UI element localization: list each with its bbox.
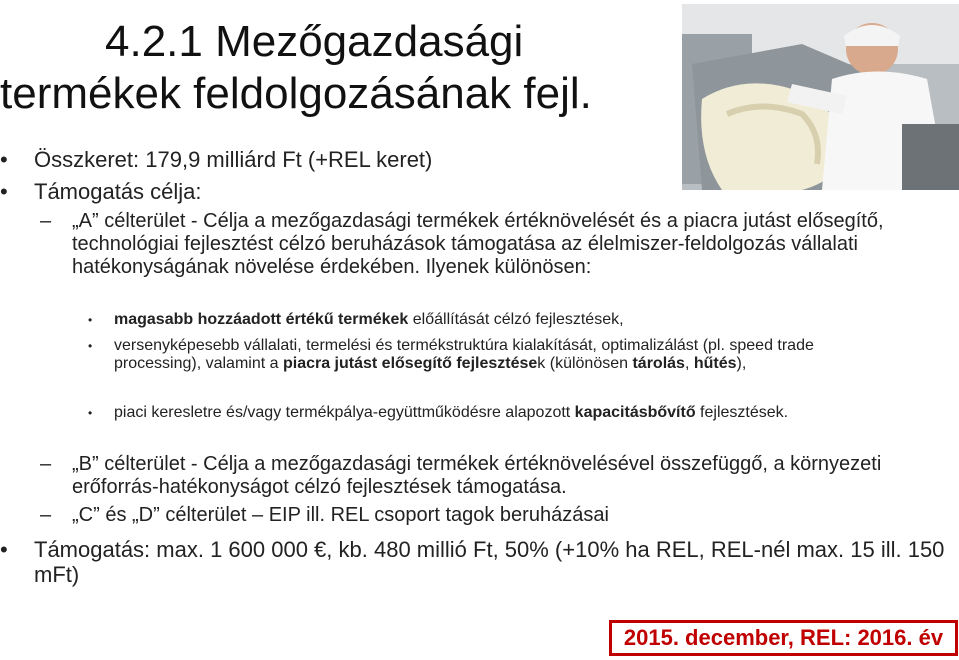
dash-b-celterulet: – „B” célterület - Célja a mezőgazdasági termékek értéknövelésével összefüggő, a környezeti erőforrás-hatékonyságot célzó fejlesztések támogatása. <box>40 453 882 498</box>
dash-a-celterulet: – „A” célterület - Célja a mezőgazdasági termékek értéknövelését és a piacra jutást elősegítő, technológiai fejlesztést célzó beruházások támogatása az élelmiszer-feldolgozás vállalati hatékonyságának növelése érdekében. Ilyenek különösen: <box>40 210 884 278</box>
bullet-tamogatas-max: • Támogatás: max. 1 600 000 €, kb. 480 millió Ft, 50% (+10% ha REL, REL-nél max. 15 ill. 150 mFt) <box>0 537 945 587</box>
title-line-2: termékek feldolgozásának fejl. <box>0 69 592 118</box>
deadline-stamp: 2015. december, REL: 2016. év <box>609 620 958 656</box>
sub-bullet-2: • versenyképesebb vállalati, termelési és termékstruktúra kialakítását, optimalizálást (pl. speed trade processing), valamint a piacra jutást elősegítő fejlesztések (különösen tárolás, hűtés), <box>88 337 814 372</box>
title-line-1: 4.2.1 Mezőgazdasági <box>105 17 524 66</box>
sub-bullet-3: • piaci keresletre és/vagy termékpálya-együttműködésre alapozott kapacitásbővítő fejlesztések. <box>88 404 789 421</box>
dash-cd-celterulet: – „C” és „D” célterület – EIP ill. REL csoport tagok beruházásai <box>40 504 609 526</box>
sub-bullet-1: • magasabb hozzáadott értékű termékek előállítását célzó fejlesztések, <box>88 311 624 328</box>
slide-body: • Összkeret: 179,9 milliárd Ft (+REL keret) • Támogatás célja: – „A” célterület - Célja a mezőgazdasági termékek értéknövelését és a piacra jutást elősegítő, technológiai fejlesztést célzó beruházások támogatása az élelmiszer-feldolgozás vállalati hatékonyságának növelése érdekében. Ilyenek különösen: • magasabb hozzáadott értékű termékek előállítását célzó fejlesztések, • versenyképesebb vállalati, termelési és termékstruktúra kialakítását, optimalizálást (pl. speed trade processing), valamint a piacra jutást elősegítő fejlesztések (különösen tárolás, hűtés), • piaci keresletre és/vagy termékpálya-együttműködésre alapozott kapacitásbővítő fejlesztések. – „B” célterület - Célja a mezőgazdasági termékek értéknövelésével összefüggő, a környezeti erőforrás-hatékonyságot célzó fejlesztések támogatása. – „C” és „D” célterület – EIP ill. REL csoport tagok beruházásai • Támogatás: max. 1 600 000 €, kb. 480 millió Ft, 50% (+10% ha REL, REL-nél max. 15 ill. 150 mFt) <box>0 0 959 660</box>
